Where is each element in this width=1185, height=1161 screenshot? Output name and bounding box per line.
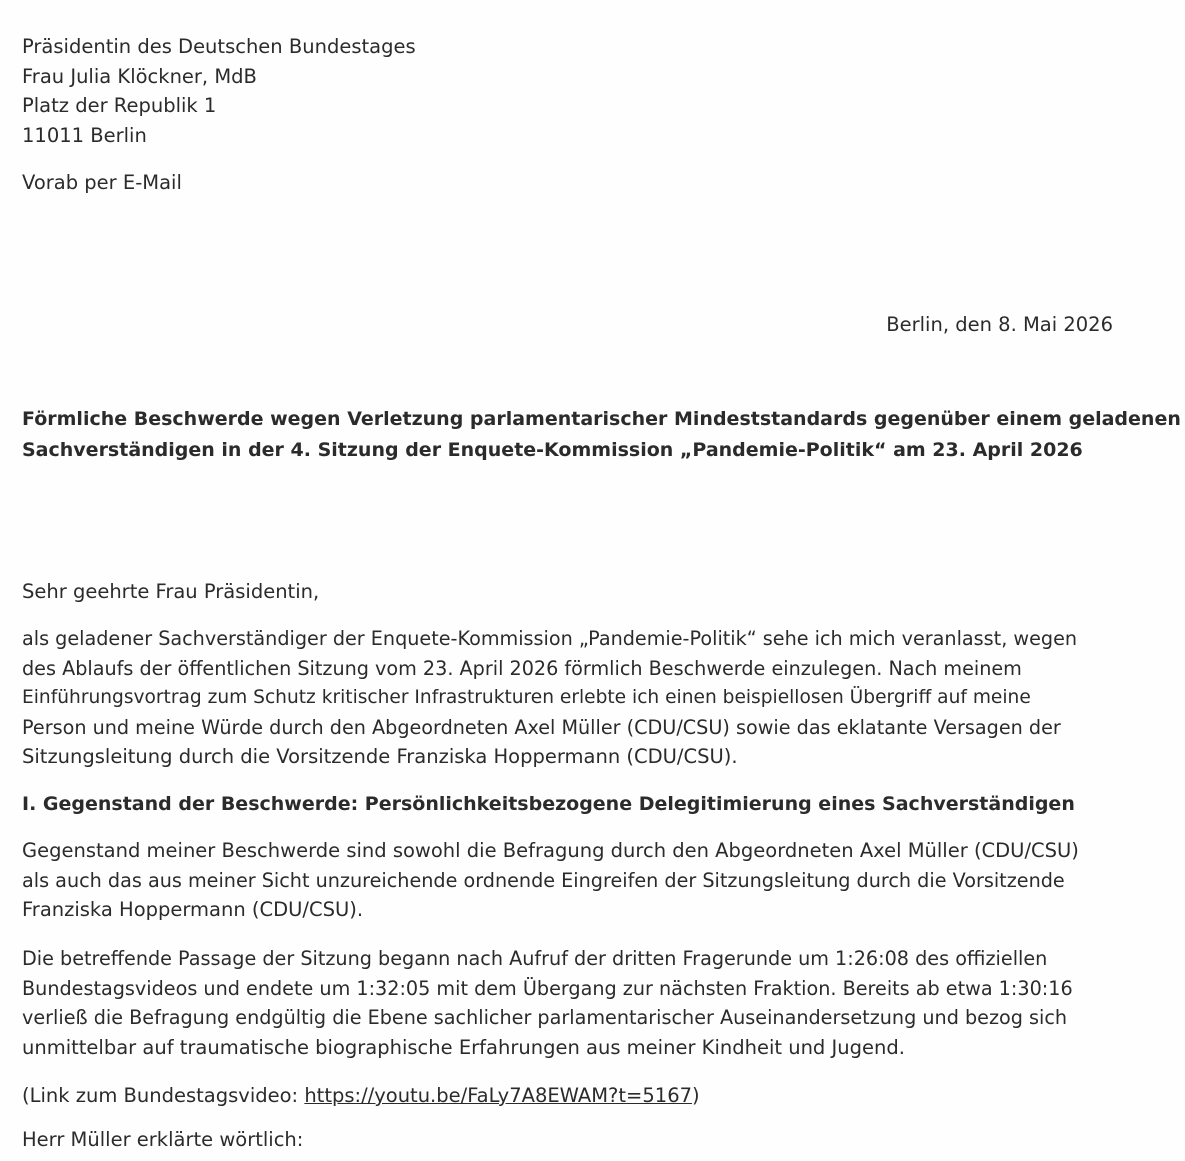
recipient-line-1: Präsidentin des Deutschen Bundestages	[22, 35, 416, 58]
paragraph-line: Die betreffende Passage der Sitzung begann nach Aufruf der dritten Fragerunde um 1:26:08 des offiziellen	[22, 947, 1048, 970]
paragraph-line: Franziska Hoppermann (CDU/CSU).	[22, 898, 364, 922]
paragraph-line: Gegenstand meiner Beschwerde sind sowohl die Befragung durch den Abgeordneten Axel Müller (CDU/CSU)	[22, 839, 1079, 862]
paragraph-line: unmittelbar auf traumatische biographische Erfahrungen aus meiner Kindheit und Jugend.	[22, 1035, 905, 1059]
video-link[interactable]: https://youtu.be/FaLy7A8EWAM?t=5167	[304, 1084, 693, 1107]
paragraph-line: Sitzungsleitung durch die Vorsitzende Franziska Hoppermann (CDU/CSU).	[22, 745, 738, 769]
subject-line-2: Sachverständigen in der 4. Sitzung der Enquete-Kommission „Pandemie-Politik“ am 23. April 2026	[22, 438, 1083, 461]
subject-line	[22, 404, 1181, 465]
salutation: Sehr geehrte Frau Präsidentin,	[22, 580, 320, 603]
paragraph-intro	[22, 624, 1162, 772]
letter-date: Berlin, den 8. Mai 2026	[886, 313, 1113, 336]
paragraph-subject-matter	[22, 836, 1162, 925]
recipient-address	[22, 32, 416, 150]
paragraph-line: als geladener Sachverständiger der Enquete-Kommission „Pandemie-Politik“ sehe ich mich veranlasst, wegen	[22, 627, 1078, 650]
quote-intro: Herr Müller erklärte wörtlich:	[22, 1128, 304, 1151]
paragraph-line: des Ablaufs der öffentlichen Sitzung vom 23. April 2026 förmlich Beschwerde einzulegen. Nach meinem	[22, 656, 1022, 680]
paragraph-line: verließ die Befragung endgültig die Ebene sachlicher parlamentarischer Auseinandersetzung und bezog sich	[22, 1006, 1068, 1030]
video-link-suffix: )	[692, 1084, 700, 1107]
recipient-line-2: Frau Julia Klöckner, MdB	[22, 64, 257, 88]
paragraph-timeline	[22, 944, 1162, 1062]
paragraph-line: Einführungsvortrag zum Schutz kritischer Infrastrukturen erlebte ich einen beispiellosen Übergriff auf meine	[22, 687, 1031, 709]
paragraph-line: Person und meine Würde durch den Abgeordneten Axel Müller (CDU/CSU) sowie das eklatante Versagen der	[22, 715, 1061, 739]
recipient-line-3: Platz der Republik 1	[22, 94, 217, 117]
subject-line-1: Förmliche Beschwerde wegen Verletzung parlamentarischer Mindeststandards gegenüber einem geladenen	[22, 408, 1181, 430]
recipient-line-4: 11011 Berlin	[22, 123, 147, 147]
video-link-prefix: (Link zum Bundestagsvideo:	[22, 1084, 305, 1107]
paragraph-line: Bundestagsvideos und endete um 1:32:05 mit dem Übergang zur nächsten Fraktion. Bereits ab etwa 1:30:16	[22, 976, 1073, 1000]
paragraph-line: als auch das aus meiner Sicht unzureichende ordnende Eingreifen der Sitzungsleitung durch die Vorsitzende	[22, 868, 1065, 892]
section-heading: I. Gegenstand der Beschwerde: Persönlichkeitsbezogene Delegitimierung eines Sachverständigen	[22, 793, 1075, 815]
delivery-note: Vorab per E-Mail	[22, 171, 182, 194]
video-link-line	[22, 1081, 700, 1110]
